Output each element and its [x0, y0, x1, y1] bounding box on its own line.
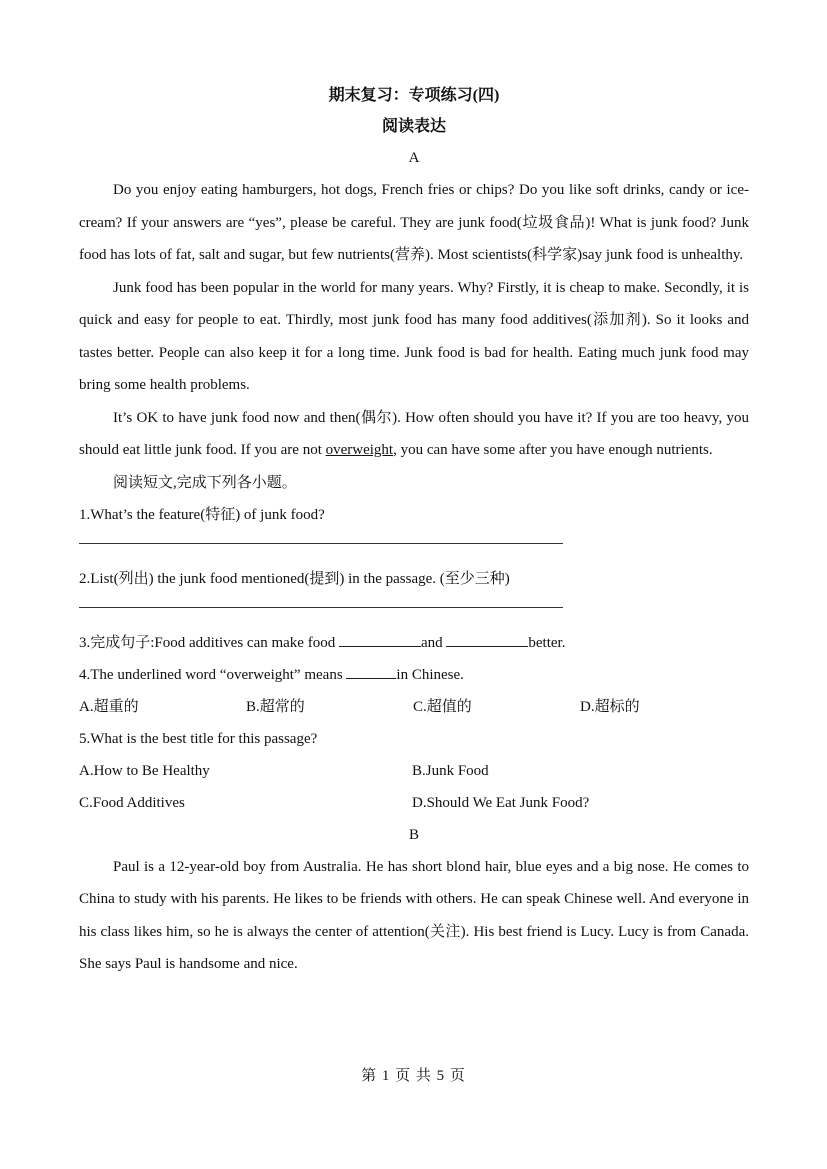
question-2: 2.List(列出) the junk food mentioned(提到) in the passage. (至少三种): [79, 570, 510, 587]
answer-area-1: [79, 531, 749, 563]
question-3: [79, 627, 749, 659]
paragraph-3-text-before: It’s OK to have junk food now and then(偶尔). How often should you have it? If you are too heavy, you should eat little junk food. If you are not: [79, 409, 749, 458]
question-5-options-row-2: [79, 787, 749, 819]
section-a-label: A: [408, 150, 420, 166]
question-4-part-b: in Chinese.: [396, 666, 464, 683]
section-a-paragraph-1: Do you enjoy eating hamburgers, hot dogs, French fries or chips? Do you like soft drinks, candy or ice-cream? If your answers are “yes”, please be careful. They are junk food(垃圾食品)! What is junk food? Junk food has lots of fat, salt and sugar, but few nutrients(营养). Most scientists(科学家)say junk food is unhealthy.: [79, 182, 749, 263]
question-4-options: [79, 691, 749, 723]
option-c[interactable]: C.超值的: [413, 698, 472, 715]
underlined-word: overweight: [325, 442, 394, 458]
option-c[interactable]: C.Food Additives: [79, 794, 185, 811]
question-4: [79, 659, 749, 691]
option-b[interactable]: B.超常的: [246, 698, 305, 715]
section-a-paragraph-3: [79, 402, 749, 467]
option-a[interactable]: A.超重的: [79, 698, 139, 715]
option-b[interactable]: B.Junk Food: [412, 762, 489, 779]
question-3-part-c: better.: [528, 634, 566, 651]
page-subtitle: 阅读表达: [381, 118, 446, 135]
blank-3b[interactable]: [446, 631, 528, 647]
blank-4[interactable]: [346, 663, 396, 679]
section-a-paragraph-2: Junk food has been popular in the world for many years. Why? Firstly, it is cheap to make. Secondly, it is quick and easy for people to eat. Thirdly, most junk food has many food additives(添加剂). So it looks and tastes better. People can also keep it for a long time. Junk food is bad for health. Eating much junk food may bring some health problems.: [79, 279, 749, 393]
page-title: 期末复习：专项练习(四): [328, 87, 500, 104]
page-footer: 第 1 页 共 5 页: [361, 1068, 466, 1084]
blank-3a[interactable]: [339, 631, 421, 647]
section-b-label: B: [408, 826, 419, 843]
instruction-text: 阅读短文,完成下列各小题。: [113, 474, 297, 491]
question-3-part-a: 3.完成句子:Food additives can make food: [79, 634, 339, 651]
question-1: 1.What’s the feature(特征) of junk food?: [79, 506, 325, 523]
question-5-options-row-1: [79, 755, 749, 787]
answer-line-1[interactable]: [79, 543, 563, 544]
option-a[interactable]: A.How to Be Healthy: [79, 762, 210, 779]
section-b-paragraph-1: Paul is a 12-year-old boy from Australia. He has short blond hair, blue eyes and a big nose. He comes to China to study with his parents. He likes to be friends with others. He can speak Chinese well. And everyone in his class likes him, so he is always the center of attention(关注). His best friend is Lucy. Lucy is from Canada. She says Paul is handsome and nice.: [79, 858, 749, 972]
answer-line-2[interactable]: [79, 607, 563, 608]
question-3-part-b: and: [420, 634, 447, 651]
paragraph-3-text-after: , you can have some after you have enough nutrients.: [393, 442, 713, 458]
answer-area-2: [79, 595, 749, 627]
question-5: 5.What is the best title for this passage?: [79, 730, 318, 747]
document-page: [79, 80, 749, 981]
option-d[interactable]: D.超标的: [580, 698, 640, 715]
question-4-part-a: 4.The underlined word “overweight” means: [79, 666, 347, 683]
option-d[interactable]: D.Should We Eat Junk Food?: [412, 794, 590, 811]
